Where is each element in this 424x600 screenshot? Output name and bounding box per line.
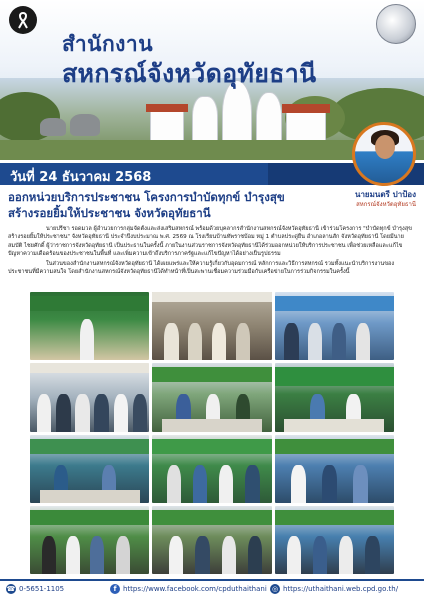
photo-officials-seated[interactable]: [152, 292, 271, 360]
stupa-1: [192, 96, 218, 144]
agency-title-line1: สำนักงาน: [62, 32, 154, 56]
photo-visitors-with-leaflets[interactable]: [152, 435, 271, 503]
article-paragraph-1: นายปรีชา รอดมวล ผู้อำนวยการกลุ่มจัดตั้งและส่งเสริมสหกรณ์ พร้อมด้วยบุคลากรสำนักงานสหกรณ์จังหวัดอุทัยธานี เข้าร่วมโครงการ "บำบัดทุกข์ บำรุงสุข สร้างรอยยิ้มให้ประชาชน" จังหวัดอุทัยธานี ประจำปีงบประมาณ พ.ศ. 2569 ณ โรงเรียนบ้านทัพราชบ้อม หมู่ 1 ตำบลประดู่ยืน อำเภอลานสัก จังหวัดอุทัยธานี โดยมีนายสมบัติ ไชยศักดิ์ ผู้ว่าราชการจังหวัดอุทัยธานี เป็นประธานในครั้งนี้ ภายในงานส่วนราชการจังหวัดอุทัยธานีได้ร่วมออกหน่วยให้บริการประชาชน เพื่อช่วยเหลือและแก้ไขปัญหาความเดือดร้อนของประชาชนในพื้นที่ และเพิ่มความเข้าถึงบริการภาครัฐและแก้ไขปัญหาได้อย่างเป็นรูปธรรม: [8, 226, 412, 258]
temple-roof-left: [146, 104, 188, 112]
cooperative-seal-icon: [376, 4, 416, 44]
phone-icon: ☎: [6, 585, 16, 593]
news-date: วันที่ 24 ธันวาคม 2568: [10, 170, 152, 185]
temple-wall-left: [150, 110, 184, 144]
avatar: [352, 122, 416, 186]
profile-name: นายมนตรี ปาป้อง: [354, 190, 416, 199]
headline-line2: สร้างรอยยิ้มให้ประชาชน จังหวัดอุทัยธานี: [8, 206, 211, 220]
headline-line1: ออกหน่วยบริการประชาชน โครงการบำบัดทุกข์ บำรุงสุข: [8, 190, 285, 204]
footer-facebook-text: https://www.facebook.com/cpduthaithani: [123, 585, 267, 593]
avatar-face: [375, 135, 395, 159]
photo-booth-group[interactable]: [30, 506, 149, 574]
photo-officials-standing[interactable]: [275, 292, 394, 360]
photo-grid: [30, 292, 394, 574]
temple-roof-right: [282, 104, 330, 113]
photo-booth-visitors[interactable]: [152, 363, 271, 431]
article-paragraph-2: ในส่วนของสำนักงานสหกรณ์จังหวัดอุทัยธานี ได้เผยแพร่และให้ความรู้เกี่ยวกับอุดมการณ์ หลักการและวิธีการสหกรณ์ รวมทั้งแนะนำบริการงานของประชาชนที่มีความสนใจ โดยสำนักงานสหกรณ์จังหวัดอุทัยธานีได้ทำหน้าที่เป็นสะพานเชื่อมความร่วมมือกับเครือข่ายในการร่วมกิจกรรมในครั้งนี้: [8, 260, 395, 276]
globe-icon: ◎: [271, 585, 279, 593]
footer-phone-text: 0-5651-1105: [19, 585, 65, 593]
footer-phone[interactable]: [6, 584, 64, 594]
photo-villagers[interactable]: [152, 506, 271, 574]
photo-group-posing[interactable]: [30, 363, 149, 431]
photo-team-with-banner[interactable]: [275, 506, 394, 574]
photo-booth-table[interactable]: [275, 363, 394, 431]
elephant-statue-2: [70, 114, 100, 136]
footer-website-text: https://uthaithani.web.cpd.go.th/: [283, 585, 399, 593]
article-body: [8, 225, 416, 289]
profile-role: สหกรณ์จังหวัดอุทัยธานี: [356, 201, 416, 208]
photo-consultation[interactable]: [275, 435, 394, 503]
photo-speaker-at-podium[interactable]: [30, 292, 149, 360]
facebook-icon: f: [110, 584, 120, 594]
mourning-ribbon-icon: [9, 6, 37, 34]
photo-staff-at-booth[interactable]: [30, 435, 149, 503]
footer-website[interactable]: [270, 584, 398, 594]
elephant-statue-1: [40, 118, 66, 136]
stupa-3: [256, 92, 282, 144]
footer-facebook[interactable]: [110, 584, 267, 594]
agency-title-line2: สหกรณ์จังหวัดอุทัยธานี: [62, 59, 317, 88]
